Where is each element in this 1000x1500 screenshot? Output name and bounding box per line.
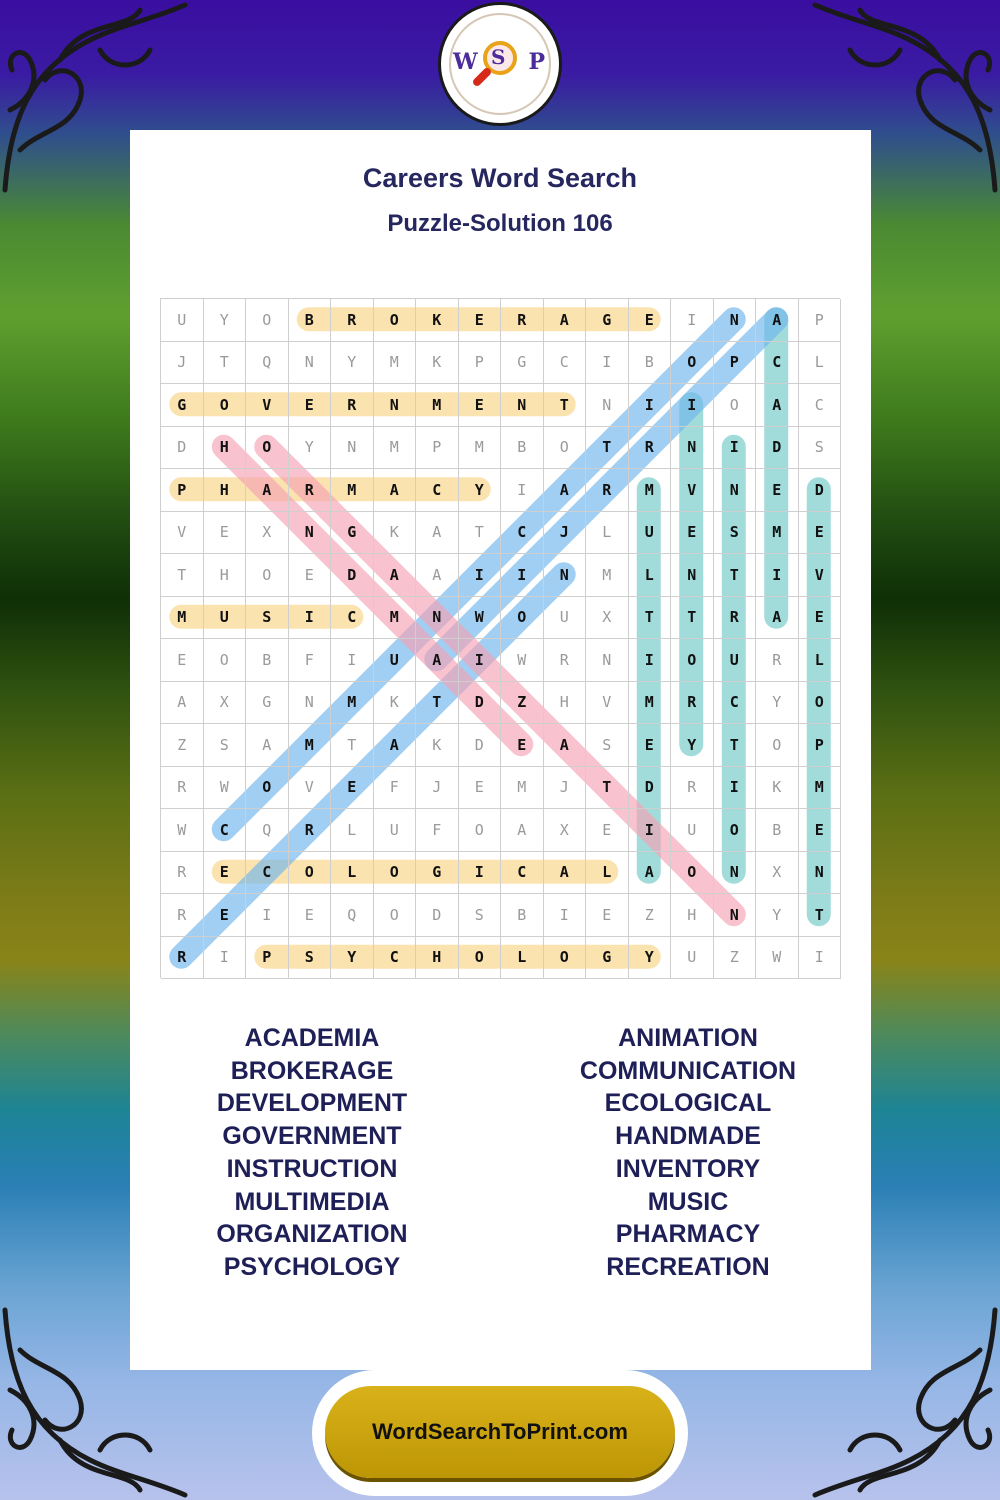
grid-cell[interactable]: P <box>246 937 289 980</box>
grid-cell[interactable]: X <box>544 809 587 852</box>
grid-cell[interactable]: R <box>161 937 204 980</box>
grid-cell[interactable]: I <box>671 384 714 427</box>
grid-cell[interactable]: I <box>459 554 502 597</box>
grid-cell[interactable]: M <box>799 767 842 810</box>
site-logo[interactable] <box>438 2 562 126</box>
grid-cell[interactable]: C <box>501 852 544 895</box>
grid-cell[interactable]: O <box>671 852 714 895</box>
grid-cell[interactable]: E <box>289 554 332 597</box>
grid-cell[interactable]: T <box>586 427 629 470</box>
grid-cell[interactable]: N <box>289 512 332 555</box>
grid-cell[interactable]: L <box>331 809 374 852</box>
grid-cell[interactable]: V <box>246 384 289 427</box>
grid-cell[interactable]: E <box>501 724 544 767</box>
grid-cell[interactable]: R <box>714 597 757 640</box>
grid-cell[interactable]: D <box>629 767 672 810</box>
grid-cell[interactable]: E <box>204 894 247 937</box>
grid-cell[interactable]: F <box>289 639 332 682</box>
grid-cell[interactable]: D <box>756 427 799 470</box>
grid-cell[interactable]: E <box>289 384 332 427</box>
grid-cell[interactable]: N <box>714 894 757 937</box>
grid-cell[interactable]: I <box>586 342 629 385</box>
grid-cell[interactable]: E <box>289 894 332 937</box>
grid-cell[interactable]: Q <box>246 342 289 385</box>
grid-cell[interactable]: A <box>756 597 799 640</box>
word-list-item: ANIMATION <box>618 1024 758 1052</box>
word-list-item: RECREATION <box>606 1252 770 1281</box>
grid-cell[interactable]: O <box>374 852 417 895</box>
grid-cell[interactable]: U <box>544 597 587 640</box>
grid-cell[interactable]: C <box>416 469 459 512</box>
grid-cell[interactable]: W <box>756 937 799 980</box>
grid-cell[interactable]: N <box>714 299 757 342</box>
grid-cell[interactable]: D <box>331 554 374 597</box>
grid-cell[interactable]: M <box>629 682 672 725</box>
grid-cell[interactable]: G <box>331 512 374 555</box>
page-subtitle: Puzzle-Solution 106 <box>387 210 613 237</box>
grid-cell[interactable]: A <box>416 554 459 597</box>
grid-cell[interactable]: G <box>161 384 204 427</box>
grid-cell[interactable]: W <box>204 767 247 810</box>
grid-cell[interactable]: B <box>756 809 799 852</box>
grid-cell[interactable]: Z <box>161 724 204 767</box>
grid-cell[interactable]: N <box>501 384 544 427</box>
grid-cell[interactable]: G <box>246 682 289 725</box>
grid-cell[interactable]: J <box>416 767 459 810</box>
grid-cell[interactable]: E <box>161 639 204 682</box>
grid-cell[interactable]: H <box>544 682 587 725</box>
grid-cell[interactable]: E <box>586 809 629 852</box>
grid-cell[interactable]: I <box>501 554 544 597</box>
grid-cell[interactable]: U <box>374 639 417 682</box>
grid-cell[interactable]: D <box>161 427 204 470</box>
grid-cell[interactable]: Z <box>714 937 757 980</box>
grid-cell[interactable]: I <box>289 597 332 640</box>
grid-cell[interactable]: A <box>756 384 799 427</box>
grid-cell[interactable]: A <box>374 554 417 597</box>
grid-cell[interactable]: P <box>161 469 204 512</box>
grid-cell[interactable]: A <box>629 852 672 895</box>
word-list-item: PHARMACY <box>615 1220 761 1249</box>
grid-cell[interactable]: G <box>586 299 629 342</box>
grid-cell[interactable]: O <box>246 427 289 470</box>
grid-cell[interactable]: R <box>629 427 672 470</box>
grid-cell[interactable]: H <box>204 469 247 512</box>
word-list-item: ACADEMIA <box>244 1024 380 1052</box>
grid-cell[interactable]: I <box>714 427 757 470</box>
grid-cell[interactable]: O <box>714 809 757 852</box>
grid-cell[interactable]: A <box>756 299 799 342</box>
grid-cell[interactable]: S <box>799 427 842 470</box>
grid-cell[interactable]: Y <box>459 469 502 512</box>
grid-cell[interactable]: N <box>331 427 374 470</box>
grid-cell[interactable]: B <box>501 427 544 470</box>
word-list-item: ECOLOGICAL <box>604 1089 772 1118</box>
grid-cell[interactable]: O <box>204 639 247 682</box>
word-list-item: MUSIC <box>647 1187 729 1216</box>
grid-cell[interactable]: R <box>331 384 374 427</box>
grid-cell[interactable]: A <box>544 724 587 767</box>
grid-cell[interactable]: V <box>671 469 714 512</box>
grid-cell[interactable]: A <box>374 469 417 512</box>
grid-cell[interactable]: A <box>544 852 587 895</box>
grid-cell[interactable]: M <box>331 682 374 725</box>
grid-cell[interactable]: I <box>459 852 502 895</box>
grid-cell[interactable]: O <box>289 852 332 895</box>
grid-cell[interactable]: T <box>416 682 459 725</box>
grid-cell[interactable]: M <box>374 597 417 640</box>
grid-cell[interactable]: C <box>246 852 289 895</box>
grid-cell[interactable]: R <box>161 894 204 937</box>
grid-cell[interactable]: T <box>671 597 714 640</box>
grid-cell[interactable]: O <box>459 937 502 980</box>
grid-cell[interactable]: C <box>756 342 799 385</box>
grid-cell[interactable]: O <box>246 767 289 810</box>
grid-cell[interactable]: E <box>459 767 502 810</box>
grid-cell[interactable]: H <box>671 894 714 937</box>
grid-cell[interactable]: M <box>374 427 417 470</box>
grid-cell[interactable]: P <box>416 427 459 470</box>
grid-cell[interactable]: P <box>799 724 842 767</box>
grid-cell[interactable]: B <box>501 894 544 937</box>
grid-cell[interactable]: O <box>459 809 502 852</box>
grid-cell[interactable]: O <box>246 554 289 597</box>
grid-cell[interactable]: P <box>714 342 757 385</box>
grid-cell[interactable]: T <box>459 512 502 555</box>
logo-letter-p: P <box>528 49 545 75</box>
grid-cell[interactable]: K <box>416 299 459 342</box>
grid-cell[interactable]: N <box>586 384 629 427</box>
grid-cell[interactable]: T <box>161 554 204 597</box>
grid-cell[interactable]: S <box>459 894 502 937</box>
grid-cell[interactable]: R <box>586 469 629 512</box>
grid-cell[interactable]: S <box>246 597 289 640</box>
grid-cell[interactable]: E <box>629 299 672 342</box>
grid-cell[interactable]: D <box>799 469 842 512</box>
grid-cell[interactable]: J <box>161 342 204 385</box>
grid-cell[interactable]: D <box>459 682 502 725</box>
grid-cell[interactable]: I <box>671 299 714 342</box>
grid-cell[interactable]: S <box>586 724 629 767</box>
grid-cell[interactable]: O <box>714 384 757 427</box>
grid-cell[interactable]: B <box>289 299 332 342</box>
grid-cell[interactable]: Y <box>204 299 247 342</box>
grid-cell[interactable]: L <box>629 554 672 597</box>
word-list-item: INSTRUCTION <box>226 1154 398 1183</box>
grid-cell[interactable]: S <box>204 724 247 767</box>
grid-cell[interactable]: F <box>374 767 417 810</box>
grid-cell[interactable]: A <box>374 724 417 767</box>
grid-cell[interactable]: Y <box>756 682 799 725</box>
grid-cell[interactable]: E <box>756 469 799 512</box>
grid-cell[interactable]: C <box>544 342 587 385</box>
grid-cell[interactable]: H <box>204 554 247 597</box>
grid-cell[interactable]: G <box>501 342 544 385</box>
word-list-item: PSYCHOLOGY <box>223 1252 401 1281</box>
grid-cell[interactable]: O <box>501 597 544 640</box>
grid-cell[interactable]: L <box>799 342 842 385</box>
grid-cell[interactable]: D <box>459 724 502 767</box>
grid-cell[interactable]: Y <box>289 427 332 470</box>
grid-cell[interactable]: K <box>416 342 459 385</box>
grid-cell[interactable]: F <box>416 809 459 852</box>
grid-cell[interactable]: A <box>161 682 204 725</box>
grid-cell[interactable]: A <box>416 512 459 555</box>
grid-cell[interactable]: O <box>671 342 714 385</box>
grid-cell[interactable]: X <box>756 852 799 895</box>
grid-cell[interactable]: A <box>501 809 544 852</box>
grid-cell[interactable]: I <box>799 937 842 980</box>
grid-cell[interactable]: A <box>246 724 289 767</box>
grid-cell[interactable]: A <box>544 299 587 342</box>
grid-cell[interactable]: X <box>586 597 629 640</box>
grid-cell[interactable]: Q <box>331 894 374 937</box>
grid-cell[interactable]: E <box>799 809 842 852</box>
grid-cell[interactable]: I <box>714 767 757 810</box>
word-list-item: BROKERAGE <box>230 1056 394 1085</box>
logo-letter-s: S <box>491 45 506 69</box>
grid-cell[interactable]: G <box>586 937 629 980</box>
logo-letter-w: W <box>453 49 478 75</box>
grid-cell[interactable]: T <box>799 894 842 937</box>
grid-cell[interactable]: K <box>374 682 417 725</box>
grid-cell[interactable]: C <box>714 682 757 725</box>
grid-cell[interactable]: O <box>246 299 289 342</box>
grid-cell[interactable]: E <box>459 384 502 427</box>
grid-cell[interactable]: R <box>756 639 799 682</box>
grid-cell[interactable]: E <box>799 597 842 640</box>
grid-cell[interactable]: O <box>671 639 714 682</box>
grid-cell[interactable]: M <box>501 767 544 810</box>
grid-cell[interactable]: N <box>289 682 332 725</box>
grid-cell[interactable]: V <box>586 682 629 725</box>
grid-cell[interactable]: G <box>416 852 459 895</box>
grid-cell[interactable]: V <box>161 512 204 555</box>
page-title: Careers Word Search <box>362 163 638 193</box>
grid-cell[interactable]: E <box>204 512 247 555</box>
grid-cell[interactable]: T <box>331 724 374 767</box>
grid-cell[interactable]: I <box>629 639 672 682</box>
grid-cell[interactable]: N <box>799 852 842 895</box>
word-list-item: GOVERNMENT <box>222 1122 402 1151</box>
grid-cell[interactable]: R <box>289 809 332 852</box>
grid-cell[interactable]: N <box>374 384 417 427</box>
letter-grid <box>160 298 840 978</box>
grid-cell[interactable]: W <box>501 639 544 682</box>
grid-cell[interactable]: P <box>799 299 842 342</box>
grid-cell[interactable]: S <box>714 512 757 555</box>
grid-cell[interactable]: Y <box>756 894 799 937</box>
grid-cell[interactable]: H <box>416 937 459 980</box>
word-list-item: MULTIMEDIA <box>234 1187 390 1216</box>
grid-cell[interactable]: Z <box>629 894 672 937</box>
grid-cell[interactable]: M <box>289 724 332 767</box>
grid-cell[interactable]: Y <box>671 724 714 767</box>
grid-cell[interactable]: L <box>586 512 629 555</box>
grid-cell[interactable]: T <box>586 767 629 810</box>
grid-cell[interactable]: R <box>289 469 332 512</box>
grid-cell[interactable]: O <box>756 724 799 767</box>
grid-cell[interactable]: L <box>799 639 842 682</box>
grid-cell[interactable]: D <box>416 894 459 937</box>
grid-cell[interactable]: O <box>374 299 417 342</box>
grid-cell[interactable]: Q <box>246 809 289 852</box>
grid-cell[interactable]: J <box>544 767 587 810</box>
grid-cell[interactable]: I <box>459 639 502 682</box>
grid-cell[interactable]: N <box>671 554 714 597</box>
grid-cell[interactable]: O <box>544 937 587 980</box>
grid-cell[interactable]: V <box>289 767 332 810</box>
word-list-item: ORGANIZATION <box>216 1220 408 1249</box>
grid-cell[interactable]: P <box>459 342 502 385</box>
word-list-item: HANDMADE <box>615 1122 761 1151</box>
grid-cell[interactable]: I <box>204 937 247 980</box>
grid-cell[interactable]: E <box>799 512 842 555</box>
grid-cell[interactable]: U <box>204 597 247 640</box>
word-list-item: DEVELOPMENT <box>216 1089 408 1118</box>
grid-cell[interactable]: V <box>799 554 842 597</box>
grid-cell[interactable]: M <box>331 469 374 512</box>
grid-cell[interactable]: C <box>331 597 374 640</box>
grid-cell[interactable]: X <box>204 682 247 725</box>
grid-cell[interactable]: U <box>671 809 714 852</box>
grid-cell[interactable]: O <box>799 682 842 725</box>
grid-cell[interactable]: O <box>204 384 247 427</box>
grid-cell[interactable]: R <box>671 682 714 725</box>
grid-cell[interactable]: U <box>161 299 204 342</box>
grid-cell[interactable]: S <box>289 937 332 980</box>
grid-cell[interactable]: T <box>629 597 672 640</box>
grid-cell[interactable]: N <box>714 469 757 512</box>
grid-cell[interactable]: M <box>629 469 672 512</box>
grid-cell[interactable]: N <box>416 597 459 640</box>
grid-cell[interactable]: U <box>374 809 417 852</box>
grid-cell[interactable]: M <box>374 342 417 385</box>
grid-cell[interactable]: R <box>544 639 587 682</box>
grid-cell[interactable]: W <box>161 809 204 852</box>
grid-cell[interactable]: N <box>289 342 332 385</box>
grid-cell[interactable]: O <box>374 894 417 937</box>
grid-cell[interactable]: L <box>331 852 374 895</box>
grid-cell[interactable]: K <box>756 767 799 810</box>
grid-cell[interactable]: H <box>204 427 247 470</box>
grid-cell[interactable]: N <box>544 554 587 597</box>
grid-cell[interactable]: A <box>544 469 587 512</box>
grid-cell[interactable]: Y <box>331 937 374 980</box>
grid-cell[interactable]: E <box>586 894 629 937</box>
grid-cell[interactable]: C <box>374 937 417 980</box>
grid-cell[interactable]: M <box>459 427 502 470</box>
grid-cell[interactable]: T <box>714 554 757 597</box>
grid-cell[interactable]: C <box>501 512 544 555</box>
grid-cell[interactable]: I <box>501 469 544 512</box>
grid-cell[interactable]: I <box>331 639 374 682</box>
grid-cell[interactable]: R <box>161 767 204 810</box>
grid-cell[interactable]: E <box>459 299 502 342</box>
website-button[interactable]: WordSearchToPrint.com <box>325 1386 675 1478</box>
grid-cell[interactable]: I <box>544 894 587 937</box>
word-list-left <box>152 1022 472 1284</box>
grid-cell[interactable]: I <box>246 894 289 937</box>
grid-cell[interactable]: M <box>161 597 204 640</box>
grid-cell[interactable]: M <box>416 384 459 427</box>
grid-cell[interactable]: K <box>374 512 417 555</box>
grid-cell[interactable]: Y <box>331 342 374 385</box>
grid-cell[interactable]: K <box>416 724 459 767</box>
grid-cell[interactable]: M <box>586 554 629 597</box>
grid-cell[interactable]: R <box>161 852 204 895</box>
grid-cell[interactable]: C <box>799 384 842 427</box>
grid-cell[interactable]: M <box>756 512 799 555</box>
grid-cell[interactable]: X <box>246 512 289 555</box>
grid-cell[interactable]: A <box>416 639 459 682</box>
grid-cell[interactable]: W <box>459 597 502 640</box>
grid-cell[interactable]: E <box>629 724 672 767</box>
grid-cell[interactable]: B <box>629 342 672 385</box>
grid-cell[interactable]: T <box>544 384 587 427</box>
grid-cell[interactable]: R <box>671 767 714 810</box>
word-list-right <box>528 1022 848 1284</box>
grid-cell[interactable]: B <box>246 639 289 682</box>
grid-cell[interactable]: C <box>204 809 247 852</box>
grid-cell[interactable]: Z <box>501 682 544 725</box>
grid-cell[interactable]: U <box>671 937 714 980</box>
grid-cell[interactable]: E <box>204 852 247 895</box>
grid-cell[interactable]: U <box>714 639 757 682</box>
grid-cell[interactable]: O <box>544 427 587 470</box>
grid-cell[interactable]: T <box>714 724 757 767</box>
word-list-item: INVENTORY <box>615 1154 761 1183</box>
word-list-item: COMMUNICATION <box>579 1056 797 1085</box>
grid-cell[interactable]: J <box>544 512 587 555</box>
grid-cell[interactable]: N <box>586 639 629 682</box>
grid-cell[interactable]: L <box>501 937 544 980</box>
grid-cell[interactable]: N <box>714 852 757 895</box>
grid-cell[interactable]: R <box>501 299 544 342</box>
grid-cell[interactable]: I <box>629 384 672 427</box>
grid-cell[interactable]: E <box>331 767 374 810</box>
grid-cell[interactable]: E <box>671 512 714 555</box>
grid-cell[interactable]: Y <box>629 937 672 980</box>
grid-cell[interactable]: R <box>331 299 374 342</box>
grid-cell[interactable]: U <box>629 512 672 555</box>
grid-cell[interactable]: T <box>204 342 247 385</box>
grid-cell[interactable]: I <box>629 809 672 852</box>
grid-cell[interactable]: A <box>246 469 289 512</box>
grid-cell[interactable]: N <box>671 427 714 470</box>
grid-cell[interactable]: I <box>756 554 799 597</box>
grid-cell[interactable]: L <box>586 852 629 895</box>
